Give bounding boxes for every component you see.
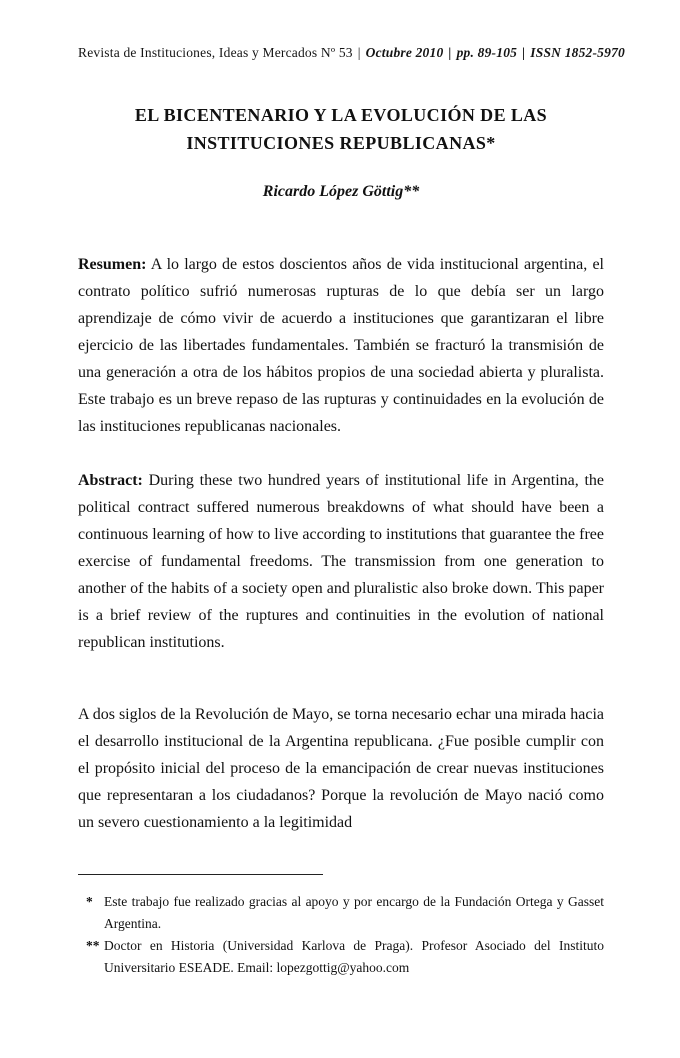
body-paragraph: A dos siglos de la Revolución de Mayo, se torna necesario echar una mirada hacia el desarrollo institucional de la Argentina republicana. ¿Fue posible cumplir con el propósito inicial del proceso de la emancipación de crear nuevas instituciones que representaran a los ciudadanos? Porque la revolución de Mayo nació como un severo cuestionamiento a la legitimidad <box>78 706 604 831</box>
footnote <box>78 935 604 979</box>
resumen-paragraph <box>78 251 604 440</box>
footnote-text: Doctor en Historia (Universidad Karlova de Praga). Profesor Asociado del Instituto Universitario ESEADE. Email: lopezgottig@yahoo.com <box>104 938 604 975</box>
paper-title-line1: EL BICENTENARIO Y LA EVOLUCIÓN DE LAS <box>134 105 548 125</box>
author-name: Ricardo López Göttig** <box>262 183 420 200</box>
resumen-label: Resumen: <box>78 256 147 273</box>
header-separator: | <box>448 45 452 60</box>
footnote-text: Este trabajo fue realizado gracias al apoyo y por encargo de la Fundación Ortega y Gasset Argentina. <box>104 894 604 931</box>
footnotes <box>78 891 604 979</box>
header-separator: | <box>522 45 526 60</box>
journal-header <box>78 45 625 61</box>
header-separator: | <box>357 45 361 60</box>
abstract-label: Abstract: <box>78 472 143 489</box>
abstract-text: During these two hundred years of institutional life in Argentina, the political contract suffered numerous breakdowns of what should have been a continuous learning of how to live according to institutions that guarantee the free exercise of fundamental freedoms. The transmission from one generation to another of the habits of a society open and pluralistic also broke down. This paper is a brief review of the ruptures and continuities in the evolution of national republican institutions. <box>78 472 604 651</box>
resumen-text: A lo largo de estos doscientos años de vida institucional argentina, el contrato político sufrió numerosas rupturas de lo que debía ser un largo aprendizaje de cómo vivir de acuerdo a instituciones que garantizaran el libre ejercicio de las libertades fundamentales. También se fracturó la transmisión de una generación a otra de los hábitos propios de una sociedad abierta y pluralista. Este trabajo es un breve repaso de las rupturas y continuidades en la evolución de las instituciones republicanas nacionales. <box>78 256 604 435</box>
journal-name: Revista de Instituciones, Ideas y Mercados Nº 53 <box>78 45 353 60</box>
footnote-marker: ** <box>86 938 100 953</box>
abstract-paragraph <box>78 467 604 656</box>
paper-title <box>78 101 604 157</box>
footnote-separator <box>78 874 323 875</box>
paper-title-line2: INSTITUCIONES REPUBLICANAS* <box>186 133 496 153</box>
footnote-marker: * <box>86 894 93 909</box>
issue-date: Octubre 2010 <box>365 45 444 60</box>
issn: ISSN 1852-5970 <box>530 45 625 60</box>
page-range: pp. 89-105 <box>456 45 518 60</box>
footnote <box>78 891 604 935</box>
